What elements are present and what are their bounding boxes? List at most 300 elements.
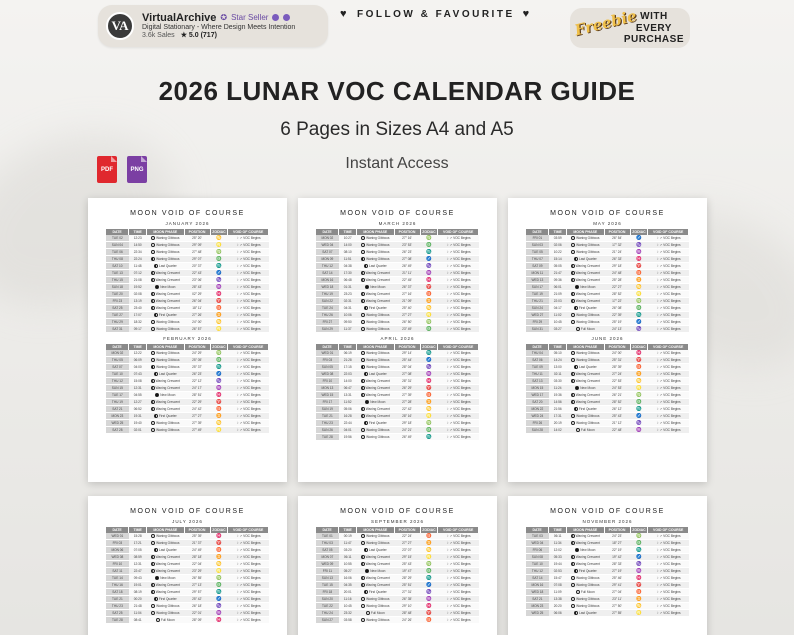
cell-voc	[228, 568, 269, 575]
zodiac-icon: ♒	[420, 371, 438, 378]
shop-card[interactable]	[98, 5, 328, 47]
zodiac-icon: ♑	[420, 589, 438, 596]
cell-phase	[147, 371, 184, 378]
cell-phase	[567, 392, 604, 399]
voc-label: VOC Begins	[243, 365, 261, 369]
month-title: JANUARY 2026	[165, 221, 210, 226]
voc-label: VOC Begins	[453, 320, 471, 324]
cell-date: THU 08	[106, 256, 129, 263]
cell-position: 25° 42'	[184, 596, 210, 603]
moon-phase-icon	[365, 569, 369, 573]
moon-phase-icon	[571, 320, 575, 324]
cell-voc	[438, 256, 479, 263]
calendar-page[interactable]	[88, 198, 287, 482]
moon-phase-icon	[571, 299, 575, 303]
voc-label: VOC Begins	[243, 299, 261, 303]
moon-phase-icon	[571, 576, 575, 580]
cell-date: TUE 10	[526, 561, 549, 568]
cell-time: 14:24	[549, 357, 567, 364]
voc-table	[316, 527, 479, 624]
cell-phase	[357, 270, 394, 277]
phase-label: Waxing Gibbous	[366, 326, 390, 331]
cell-time: 12:02	[549, 547, 567, 554]
table-row	[526, 554, 689, 561]
voc-label: VOC Begins	[453, 250, 471, 254]
moon-phase-icon: ☽ ↗	[655, 250, 664, 254]
cell-date: WED 01	[316, 350, 339, 357]
moon-phase-icon: ☽ ↗	[655, 414, 664, 418]
zodiac-icon: ♋	[210, 561, 228, 568]
page-title: MOON VOID OF COURSE	[130, 210, 245, 217]
cell-date: SUN 31	[526, 326, 549, 333]
cell-phase	[147, 263, 184, 270]
zodiac-icon: ♉	[210, 547, 228, 554]
phase-label: Full Moon	[160, 617, 175, 622]
voc-label: VOC Begins	[453, 365, 471, 369]
month-title: FEBRUARY 2026	[163, 336, 212, 341]
cell-voc	[438, 582, 479, 589]
cell-position: 27° 49'	[184, 427, 210, 434]
cell-time: 13:38	[549, 596, 567, 603]
zodiac-icon: ♌	[420, 312, 438, 319]
cell-voc	[438, 589, 479, 596]
cell-position: 18° 27'	[604, 540, 630, 547]
cell-phase	[357, 242, 394, 249]
moon-phase-icon	[364, 306, 368, 310]
phase-label: Waning Crescent	[155, 378, 180, 383]
cell-date: TUE 27	[106, 312, 129, 319]
voc-label: VOC Begins	[243, 257, 261, 261]
phase-label: Waxing Gibbous	[576, 420, 600, 425]
moon-phase-icon	[151, 292, 155, 296]
phase-label: First Quarter	[368, 589, 387, 594]
cell-date: TUE 20	[106, 291, 129, 298]
zodiac-icon: ♋	[420, 305, 438, 312]
voc-label: VOC Begins	[243, 534, 261, 538]
moon-phase-icon	[571, 414, 575, 418]
cell-phase	[357, 420, 394, 427]
moon-phase-icon: ☽ ↗	[655, 299, 664, 303]
cell-position: 27° 48'	[184, 249, 210, 256]
table-row	[106, 413, 269, 420]
zodiac-icon: ♑	[420, 364, 438, 371]
cell-date: THU 15	[106, 277, 129, 284]
table-row	[106, 617, 269, 624]
phase-label: Last Quarter	[158, 263, 177, 268]
zodiac-icon: ♍	[420, 235, 438, 242]
cell-position: 22° 53'	[604, 378, 630, 385]
cell-position: 24° 53'	[604, 385, 630, 392]
cell-position: 23° 06'	[184, 277, 210, 284]
cell-voc	[228, 312, 269, 319]
cell-time: 01:31	[339, 284, 357, 291]
moon-phase-icon	[151, 583, 155, 587]
table-row	[316, 312, 479, 319]
cell-time: 03:30	[549, 378, 567, 385]
cell-date: SAT 05	[316, 547, 339, 554]
message-icon[interactable]	[272, 14, 279, 21]
moon-phase-icon: ☽ ↗	[235, 407, 244, 411]
cell-voc	[648, 420, 689, 427]
subtitle: 6 Pages in Sizes A4 and A5	[280, 119, 514, 140]
freebie-line: WITH	[640, 11, 668, 22]
cell-date: MON 15	[526, 385, 549, 392]
voc-label: VOC Begins	[663, 604, 681, 608]
cell-phase	[567, 610, 604, 617]
voc-label: VOC Begins	[663, 597, 681, 601]
cell-date: SAT 06	[526, 357, 549, 364]
cell-time: 15:47	[549, 575, 567, 582]
cell-voc	[648, 319, 689, 326]
zodiac-icon: ♒	[420, 270, 438, 277]
moon-phase-icon: ☽ ↗	[235, 393, 244, 397]
column-header: MOON PHASE	[357, 344, 394, 350]
cell-position: 21° 11'	[394, 270, 420, 277]
cell-phase	[147, 561, 184, 568]
cell-voc	[648, 378, 689, 385]
cell-position: 23° 49'	[394, 326, 420, 333]
moon-phase-icon: ☽ ↗	[235, 257, 244, 261]
cell-voc	[438, 420, 479, 427]
cell-position: 29° 14'	[394, 350, 420, 357]
column-header: DATE	[316, 527, 339, 533]
table-row	[526, 298, 689, 305]
cell-position: 24° 13'	[604, 326, 630, 333]
cell-position: 27° 39'	[394, 392, 420, 399]
cell-position: 27° 27'	[394, 540, 420, 547]
phase-label: Waning Gibbous	[366, 249, 390, 254]
table-row	[316, 561, 479, 568]
voc-label: VOC Begins	[453, 243, 471, 247]
cell-voc	[648, 256, 689, 263]
phase-label: Last Quarter	[578, 610, 597, 615]
cell-voc	[228, 547, 269, 554]
shop-tagline: Digital Stationary - Where Design Meets Intention	[142, 24, 296, 32]
cell-date: SUN 04	[106, 242, 129, 249]
moon-phase-icon: ☽ ↗	[655, 236, 664, 240]
moon-phase-icon: ☽ ↗	[655, 541, 664, 545]
voc-label: VOC Begins	[453, 299, 471, 303]
calendar-page[interactable]	[88, 496, 287, 635]
cell-phase	[357, 617, 394, 624]
cell-time: 17:21	[129, 540, 147, 547]
zodiac-icon: ♎	[420, 242, 438, 249]
shop-name[interactable]: VirtualArchive	[142, 11, 217, 24]
moon-phase-icon: ☽ ↗	[235, 583, 244, 587]
column-header: TIME	[339, 527, 357, 533]
moon-phase-icon	[151, 562, 155, 566]
calendar-page[interactable]	[298, 198, 497, 482]
phase-label: New Moon	[370, 284, 386, 289]
calendar-page[interactable]	[508, 496, 707, 635]
moon-phase-icon: ☽ ↗	[655, 243, 664, 247]
cell-phase	[147, 420, 184, 427]
table-row	[316, 263, 479, 270]
cell-voc	[228, 575, 269, 582]
cell-time: 05:33	[549, 554, 567, 561]
cell-phase	[567, 378, 604, 385]
table-row	[106, 312, 269, 319]
zodiac-icon: ♎	[210, 256, 228, 263]
phase-label: Waning Gibbous	[576, 357, 600, 362]
table-row	[316, 378, 479, 385]
table-row	[526, 540, 689, 547]
moon-phase-icon	[364, 590, 368, 594]
moon-phase-icon	[155, 576, 159, 580]
phase-label: First Quarter	[368, 305, 387, 310]
cell-phase	[567, 291, 604, 298]
moon-phase-icon	[574, 306, 578, 310]
cell-voc	[228, 277, 269, 284]
cell-position: 27° 08'	[394, 371, 420, 378]
cell-date: THU 23	[106, 603, 129, 610]
moon-phase-icon	[151, 236, 155, 240]
moon-phase-icon: ☽ ↗	[235, 414, 244, 418]
phase-label: Waxing Gibbous	[156, 603, 180, 608]
moon-phase-icon	[151, 555, 155, 559]
zodiac-icon: ♑	[210, 277, 228, 284]
cell-voc	[228, 427, 269, 434]
heart-icon: ♥	[522, 8, 532, 20]
table-row	[316, 406, 479, 413]
voc-label: VOC Begins	[243, 583, 261, 587]
cell-time: 22:47	[129, 568, 147, 575]
cell-date: SUN 15	[106, 385, 129, 392]
moon-phase-icon: ☽ ↗	[445, 236, 454, 240]
cell-voc	[438, 554, 479, 561]
cell-time: 11:02	[549, 312, 567, 319]
phase-label: Waxing Gibbous	[366, 312, 390, 317]
cell-time: 04:01	[339, 427, 357, 434]
cell-position: 19° 42'	[604, 554, 630, 561]
zodiac-icon: ♎	[630, 540, 648, 547]
month-title: MARCH 2026	[378, 221, 417, 226]
month-title: SEPTEMBER 2026	[370, 519, 425, 524]
cell-date: WED 01	[106, 533, 129, 540]
table-row	[316, 582, 479, 589]
moon-phase-icon	[151, 400, 155, 404]
cell-position: 24° 23'	[604, 533, 630, 540]
cell-time: 13:19	[129, 298, 147, 305]
moon-phase-icon	[361, 320, 365, 324]
column-header: DATE	[526, 344, 549, 350]
cell-date: THU 05	[106, 357, 129, 364]
cell-phase	[567, 420, 604, 427]
cell-position: 24° 48'	[604, 270, 630, 277]
table-row	[526, 277, 689, 284]
cell-time: 19:40	[129, 420, 147, 427]
cell-time: 19:31	[129, 413, 147, 420]
cell-date: TUE 05	[526, 249, 549, 256]
moon-phase-icon: ☽ ↗	[655, 292, 664, 296]
moon-phase-icon: ☽ ↗	[445, 299, 454, 303]
cell-position: 24° 49'	[184, 547, 210, 554]
phase-label: First Quarter	[158, 413, 177, 418]
moon-phase-icon	[575, 548, 579, 552]
moon-phase-icon: ☽ ↗	[655, 393, 664, 397]
cell-voc	[438, 413, 479, 420]
phase-label: Waning Gibbous	[366, 540, 390, 545]
voc-label: VOC Begins	[663, 250, 681, 254]
phase-label: Waning Gibbous	[576, 242, 600, 247]
cell-date: WED 18	[526, 589, 549, 596]
cell-voc	[438, 249, 479, 256]
voc-label: VOC Begins	[453, 313, 471, 317]
voc-label: VOC Begins	[663, 285, 681, 289]
moon-phase-icon: ☽ ↗	[655, 327, 664, 331]
phase-label: Waxing Crescent	[155, 305, 180, 310]
table-row	[526, 385, 689, 392]
phase-label: New Moon	[160, 575, 176, 580]
zodiac-icon: ♎	[630, 305, 648, 312]
phase-label: Waning Crescent	[575, 270, 600, 275]
moon-phase-icon	[366, 611, 370, 615]
cell-date: SUN 13	[316, 575, 339, 582]
cell-date: TUE 01	[316, 533, 339, 540]
cell-phase	[357, 589, 394, 596]
phase-label: Waning Gibbous	[156, 357, 180, 362]
voc-label: VOC Begins	[663, 569, 681, 573]
moon-phase-icon: ☽ ↗	[445, 407, 454, 411]
cell-date: TUE 10	[106, 371, 129, 378]
cell-date: TUE 21	[106, 596, 129, 603]
logo-text: VA	[111, 18, 129, 33]
cell-voc	[228, 540, 269, 547]
moon-phase-icon: ☽ ↗	[445, 386, 454, 390]
moon-phase-icon	[571, 562, 575, 566]
zodiac-icon: ♒	[630, 249, 648, 256]
cell-voc	[228, 270, 269, 277]
cell-time: 12:27	[129, 399, 147, 406]
cell-voc	[648, 540, 689, 547]
calendar-page[interactable]	[508, 198, 707, 482]
table-row	[106, 596, 269, 603]
cell-date: MON 23	[526, 603, 549, 610]
moon-phase-icon	[574, 569, 578, 573]
cell-position: 26° 35'	[394, 596, 420, 603]
moon-phase-icon: ☽ ↗	[235, 365, 244, 369]
table-row	[526, 371, 689, 378]
moon-phase-icon: ☽ ↗	[655, 264, 664, 268]
cell-date: SAT 28	[106, 427, 129, 434]
zodiac-icon: ♍	[630, 533, 648, 540]
moon-phase-icon: ☽ ↗	[655, 562, 664, 566]
voc-label: VOC Begins	[243, 562, 261, 566]
zodiac-icon: ♍	[420, 561, 438, 568]
moon-phase-icon	[151, 407, 155, 411]
cell-phase	[357, 406, 394, 413]
moon-phase-icon	[571, 278, 575, 282]
chat-icon[interactable]	[283, 14, 290, 21]
cell-voc	[648, 413, 689, 420]
column-header: DATE	[106, 527, 129, 533]
zodiac-icon: ♑	[210, 603, 228, 610]
calendar-page[interactable]	[298, 496, 497, 635]
phase-label: New Moon	[580, 385, 596, 390]
cell-phase	[147, 603, 184, 610]
moon-phase-icon	[151, 327, 155, 331]
cell-position: 25° 43'	[394, 561, 420, 568]
table-row	[316, 610, 479, 617]
phase-label: First Quarter	[578, 568, 597, 573]
cell-time: 23:40	[129, 305, 147, 312]
table-row	[316, 392, 479, 399]
moon-phase-icon	[151, 358, 155, 362]
cell-phase	[567, 385, 604, 392]
moon-phase-icon: ☽ ↗	[445, 611, 454, 615]
moon-phase-icon: ☽ ↗	[235, 243, 244, 247]
column-header: TIME	[549, 229, 567, 235]
cell-phase	[147, 589, 184, 596]
cell-phase	[567, 326, 604, 333]
month-title: JUNE 2026	[591, 336, 624, 341]
cell-voc	[648, 312, 689, 319]
column-header: DATE	[316, 229, 339, 235]
cell-position: 22° 04'	[184, 561, 210, 568]
zodiac-icon: ♋	[630, 284, 648, 291]
moon-phase-icon: ☽ ↗	[235, 386, 244, 390]
phase-label: Waxing Gibbous	[156, 319, 180, 324]
zodiac-icon: ♎	[210, 582, 228, 589]
phase-label: Waxing Gibbous	[156, 326, 180, 331]
cell-voc	[648, 603, 689, 610]
cell-time: 04:17	[549, 305, 567, 312]
cell-position: 26° 23'	[394, 249, 420, 256]
moon-phase-icon: ☽ ↗	[655, 583, 664, 587]
cell-position: 22° 43'	[184, 270, 210, 277]
zodiac-icon: ♒	[630, 568, 648, 575]
page-title: MOON VOID OF COURSE	[340, 210, 455, 217]
freebie-line: PURCHASE	[623, 34, 684, 45]
voc-label: VOC Begins	[453, 400, 471, 404]
voc-label: VOC Begins	[453, 597, 471, 601]
moon-phase-icon: ☽ ↗	[235, 548, 244, 552]
cell-position: 26° 55'	[184, 575, 210, 582]
table-row	[106, 305, 269, 312]
cell-time: 06:06	[549, 610, 567, 617]
moon-phase-icon	[361, 407, 365, 411]
moon-phase-icon	[571, 604, 575, 608]
cell-position: 25° 05'	[184, 357, 210, 364]
cell-time: 21:47	[549, 270, 567, 277]
zodiac-icon: ♈	[630, 582, 648, 589]
voc-label: VOC Begins	[453, 351, 471, 355]
moon-phase-icon: ☽ ↗	[655, 604, 664, 608]
moon-phase-icon: ☽ ↗	[445, 285, 454, 289]
phase-label: Waning Gibbous	[576, 603, 600, 608]
cell-time: 17:30	[339, 270, 357, 277]
zodiac-icon: ♈	[420, 385, 438, 392]
cell-position: 21° 12'	[604, 420, 630, 427]
cell-date: MON 16	[316, 277, 339, 284]
cell-position: 26° 18'	[184, 603, 210, 610]
moon-phase-icon: ☽ ↗	[655, 534, 664, 538]
column-header: MOON PHASE	[147, 527, 184, 533]
table-row	[526, 420, 689, 427]
table-row	[316, 385, 479, 392]
table-row	[106, 284, 269, 291]
star-seller-icon: ✪	[220, 13, 228, 23]
zodiac-icon: ♒	[210, 610, 228, 617]
moon-phase-icon	[361, 428, 365, 432]
cell-voc	[228, 420, 269, 427]
cell-date: THU 11	[526, 371, 549, 378]
voc-label: VOC Begins	[243, 285, 261, 289]
voc-label: VOC Begins	[663, 292, 681, 296]
cell-date: TUE 22	[316, 603, 339, 610]
moon-phase-icon: ☽ ↗	[235, 562, 244, 566]
moon-phase-icon: ☽ ↗	[235, 236, 244, 240]
